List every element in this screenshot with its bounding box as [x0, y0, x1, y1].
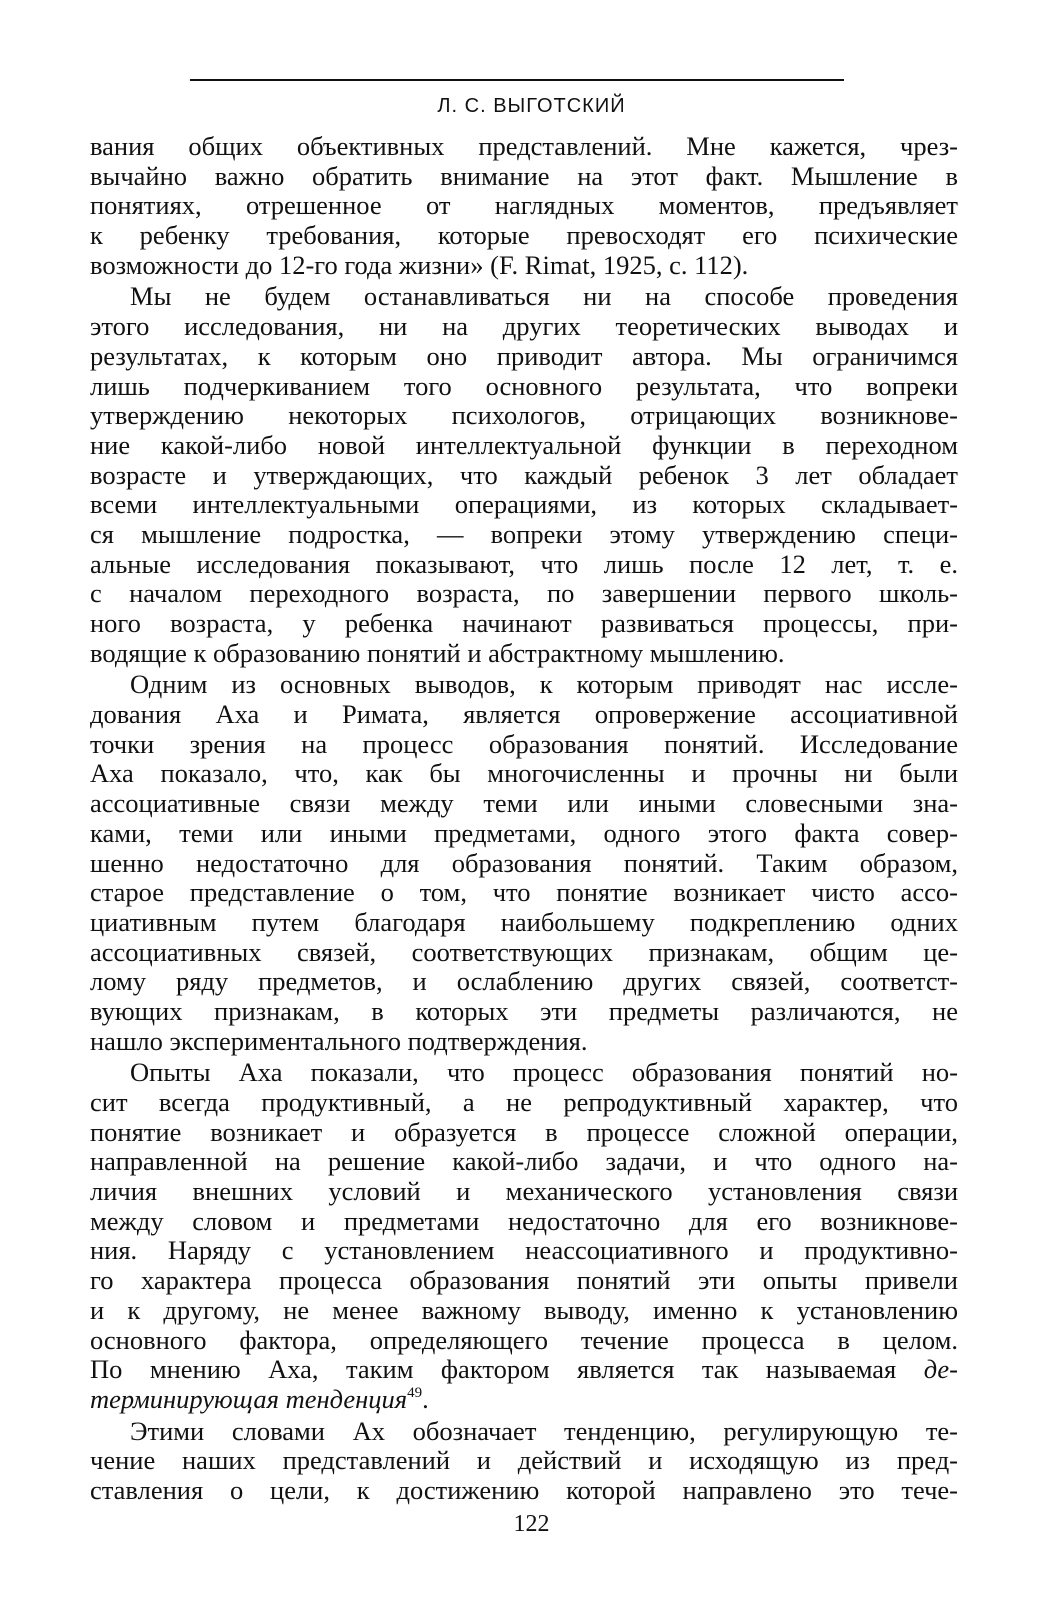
text-line: сит всегда продуктивный, а не репродуктивный характер, что — [90, 1087, 958, 1117]
text-line: основного фактора, определяющего течение процесса в целом. — [90, 1324, 958, 1355]
text-line: Опыты Аха показали, что процесс образования понятий но- — [130, 1057, 958, 1088]
text-line: понятиях, отрешенное от наглядных моментов, предъявляет — [90, 190, 958, 221]
text-line: Одним из основных выводов, к которым приводят нас иссле- — [130, 669, 958, 700]
text-line: утверждению некоторых психологов, отрицающих возникнове- — [90, 400, 958, 431]
text-line: ками, теми или иными предметами, одного этого факта совер- — [90, 817, 958, 848]
page-number: 122 — [513, 1511, 550, 1537]
text-line: старое представление о том, что понятие возникает чисто ассо- — [90, 877, 958, 908]
text-line: ассоциативных связей, соответствующих признакам, общим це- — [90, 936, 958, 967]
text-line: шенно недостаточно для образования понятий. Таким образом, — [90, 847, 958, 878]
text-line: Этими словами Ах обозначает тенденцию, регулирующую те- — [130, 1415, 958, 1446]
text-line: дования Аха и Римата, является опровержение ассоциативной — [90, 699, 958, 730]
text-fragment: . — [422, 1383, 429, 1414]
footnote-marker: 49 — [407, 1384, 423, 1401]
text-line: альные исследования показывают, что лишь после 12 лет, т. е. — [90, 548, 958, 579]
paragraph — [90, 282, 958, 668]
text-line: лишь подчеркиванием того основного результата, что вопреки — [90, 370, 958, 401]
text-line: и к другому, не менее важному выводу, именно к установлению — [90, 1294, 958, 1325]
italic-term: терминирующая тенденция — [90, 1383, 408, 1414]
text-line: возрасте и утверждающих, что каждый ребенок 3 лет обладает — [90, 459, 958, 490]
text-line: Аха показало, что, как бы многочисленны и прочны ни были — [90, 758, 958, 789]
text-line: направленной на решение какой-либо задачи, и что одного на- — [90, 1146, 958, 1177]
body-text — [90, 132, 958, 1506]
text-line: личия внешних условий и механического установления связи — [90, 1176, 958, 1207]
paragraph — [90, 670, 958, 1056]
text-line: вычайно важно обратить внимание на этот факт. Мышление в — [90, 160, 958, 191]
text-line: го характера процесса образования понятий эти опыты привели — [90, 1265, 958, 1296]
text-line: ние какой-либо новой интеллектуальной функции в переходном — [90, 429, 958, 460]
header-rule — [190, 79, 844, 81]
text-fragment: По мнению Аха, таким фактором является так называемая — [90, 1354, 897, 1385]
text-line: к ребенку требования, которые превосходят его психические — [90, 220, 958, 251]
text-line: чение наших представлений и действий и исходящую из пред- — [90, 1445, 958, 1476]
paragraph — [90, 1417, 958, 1506]
text-line: результатах, к которым оно приводит автора. Мы ограничимся — [90, 340, 958, 371]
text-line: ного возраста, у ребенка начинают развиваться процессы, при- — [90, 608, 958, 638]
text-line: с началом переходного возраста, по завершении первого школь- — [90, 578, 958, 609]
text-line: вующих признакам, в которых эти предметы различаются, не — [90, 995, 958, 1026]
text-line: ся мышление подростка, — вопреки этому утверждению специ- — [90, 518, 958, 549]
paragraph — [90, 1058, 958, 1414]
text-line: нашло экспериментального подтверждения. — [90, 1025, 588, 1056]
text-line: ассоциативные связи между теми или иными словесными зна- — [90, 788, 958, 819]
text-line: лому ряду предметов, и ослаблению других связей, соответст- — [90, 966, 958, 997]
paragraph — [90, 132, 958, 280]
text-line: возможности до 12-го года жизни» (F. Rimat, 1925, с. 112). — [90, 249, 749, 280]
text-line: между словом и предметами недостаточно для его возникнове- — [90, 1205, 958, 1236]
text-line: точки зрения на процесс образования понятий. Исследование — [90, 728, 958, 759]
text-line: всеми интеллектуальными операциями, из которых складывает- — [90, 489, 958, 520]
text-line: ставления о цели, к достижению которой направлено это тече- — [90, 1474, 958, 1505]
text-line: этого исследования, ни на других теоретических выводах и — [90, 311, 958, 342]
text-line — [90, 1385, 958, 1415]
text-line: ния. Наряду с установлением неассоциативного и продуктивно- — [90, 1235, 958, 1266]
text-line: вания общих объективных представлений. Мне кажется, чрез- — [90, 131, 958, 161]
text-line: водящие к образованию понятий и абстрактному мышлению. — [90, 637, 785, 668]
text-line: Мы не будем останавливаться ни на способе проведения — [130, 281, 958, 312]
text-line — [90, 1355, 958, 1385]
text-line: циативным путем благодаря наибольшему подкреплению одних — [90, 906, 958, 937]
italic-term: де- — [923, 1354, 959, 1385]
running-head: Л. С. ВЫГОТСКИЙ — [437, 95, 626, 117]
text-line: понятие возникает и образуется в процессе сложной операции, — [90, 1116, 958, 1147]
